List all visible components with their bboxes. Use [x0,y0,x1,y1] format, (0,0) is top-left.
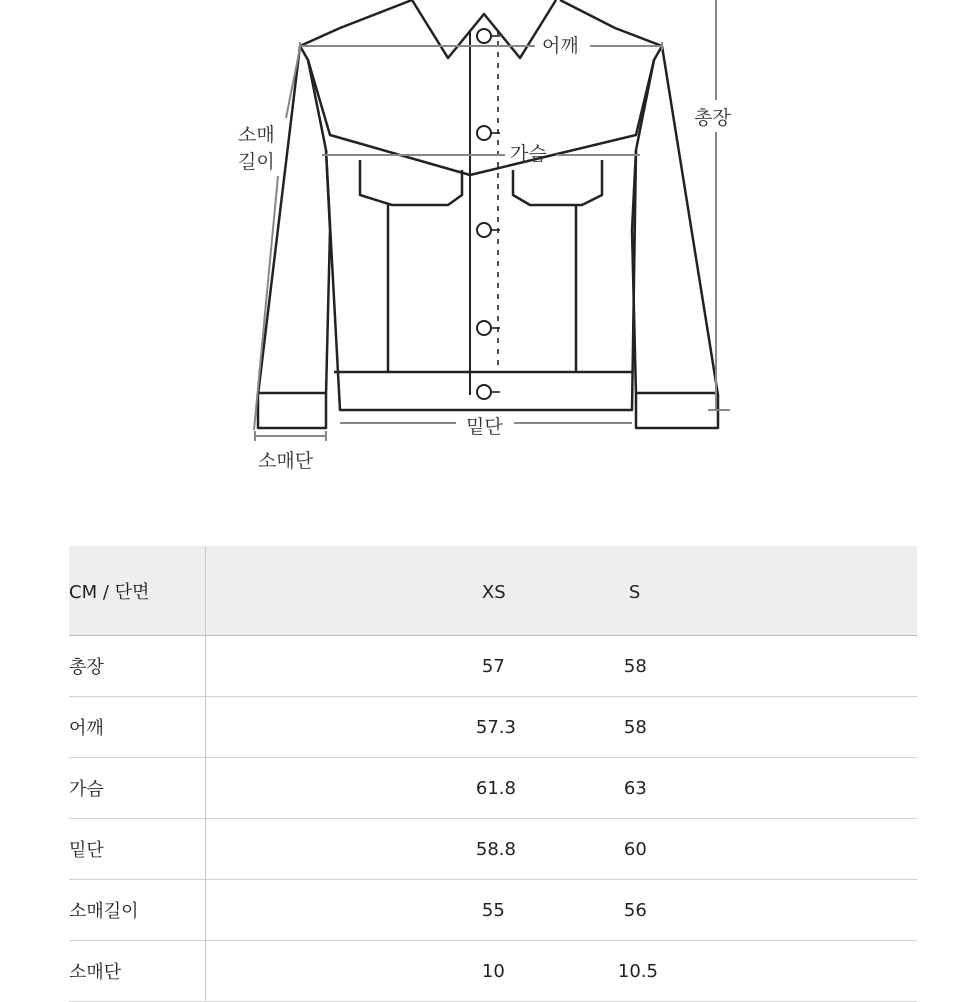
value-s: 63 [623,778,647,799]
label-chest: 가슴 [510,143,547,165]
row-label: 소매단 [69,941,205,1002]
row-label: 총장 [69,636,205,697]
jacket-buttons [477,29,491,399]
value-s: 10.5 [617,961,658,982]
value-xs: 61.8 [475,778,516,799]
table-row [69,697,917,758]
value-s: 58 [623,717,647,738]
table-row [69,819,917,880]
header-size-xs: XS [481,582,506,603]
value-s: 58 [623,656,647,677]
value-xs: 57 [481,656,505,677]
row-label: 밑단 [69,819,205,880]
label-shoulder: 어깨 [542,35,579,57]
value-xs: 58.8 [475,839,516,860]
jacket-size-diagram [0,0,974,480]
value-xs: 55 [481,900,505,921]
size-table [69,546,917,1002]
row-label: 가슴 [69,758,205,819]
row-label: 소매길이 [69,880,205,941]
label-sleeve-length-2: 길이 [238,151,275,173]
jacket-outline [258,0,718,428]
row-label: 어깨 [69,697,205,758]
label-sleeve-hem: 소매단 [258,450,314,472]
label-hem: 밑단 [466,416,503,438]
table-row [69,941,917,1002]
value-s: 60 [623,839,647,860]
header-size-s: S [628,582,641,603]
table-header-row [69,546,917,636]
table-row [69,758,917,819]
value-xs: 57.3 [475,717,516,738]
label-total-length: 총장 [694,107,731,129]
label-sleeve-length-1: 소매 [238,124,275,146]
header-label: CM / 단면 [69,546,205,636]
value-xs: 10 [481,961,505,982]
table-row [69,636,917,697]
value-s: 56 [623,900,647,921]
table-row [69,880,917,941]
